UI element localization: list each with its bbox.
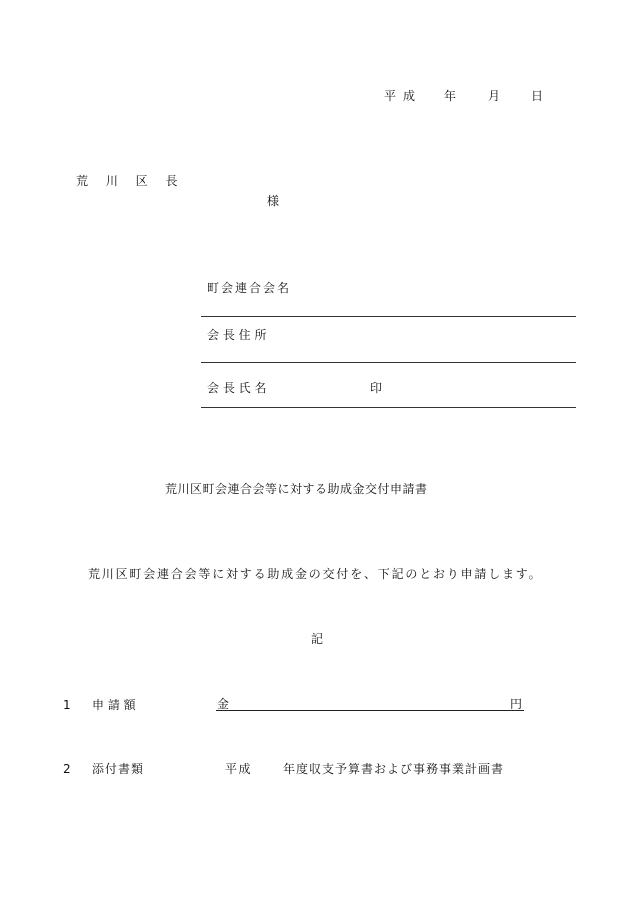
president-address-label: 会 長 住 所	[207, 328, 267, 342]
document-title: 荒川区町会連合会等に対する助成金交付申請書	[165, 482, 428, 496]
amount-suffix: 円	[510, 697, 523, 711]
date-month-label: 月	[488, 89, 501, 103]
item-1-number: 1	[63, 698, 71, 712]
president-name-line	[201, 407, 576, 408]
item-2-text: 年度収支予算書および事務事業計画書	[283, 762, 505, 776]
association-name-line	[201, 316, 576, 317]
date-day-label: 日	[531, 89, 544, 103]
amount-underline	[216, 695, 524, 711]
body-text: 荒川区町会連合会等に対する助成金の交付を、下記のとおり申請します。	[88, 567, 543, 581]
item-1-label: 申 請 額	[92, 698, 136, 712]
item-2-number: 2	[63, 762, 71, 776]
date-year-label: 年	[444, 89, 457, 103]
addressee-name: 荒 川 区 長	[76, 174, 185, 188]
amount-prefix: 金	[217, 697, 230, 711]
addressee-honorific: 様	[267, 194, 280, 208]
ki-heading: 記	[311, 632, 324, 646]
president-name-label: 会 長 氏 名	[207, 381, 267, 395]
date-era: 平成	[384, 89, 423, 103]
item-2-era: 平成	[225, 762, 253, 776]
president-address-line	[201, 362, 576, 363]
seal-label: 印	[370, 381, 383, 395]
item-2-label: 添付書類	[92, 762, 145, 776]
association-name-label: 町会連合会名	[207, 281, 292, 295]
